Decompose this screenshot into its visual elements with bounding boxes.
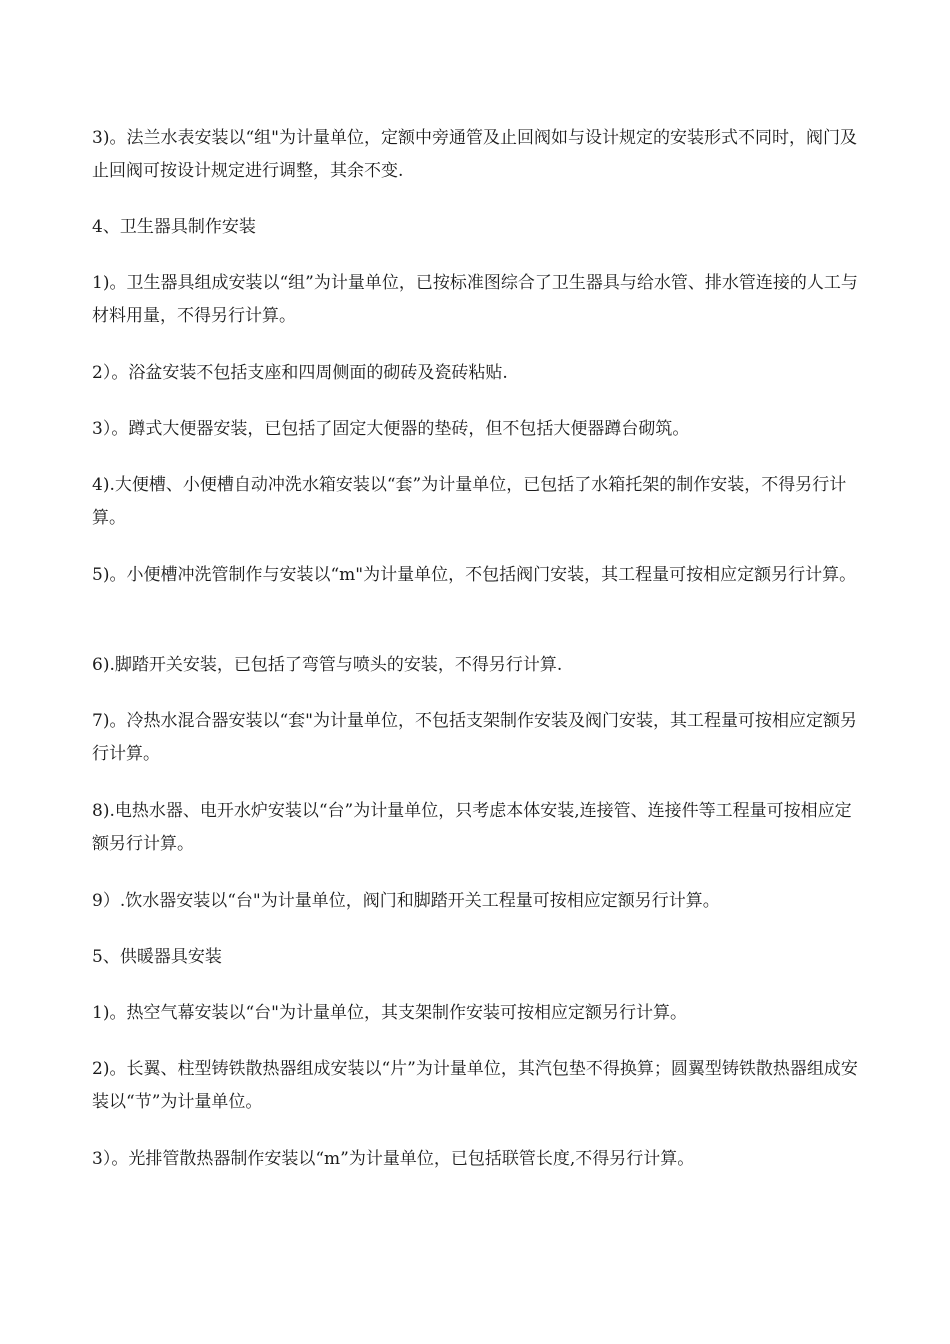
paragraph-mixer: 7)。冷热水混合器安装以“套"为计量单位，不包括支架制作安装及阀门安装，其工程量可按相应定额另行计算。: [92, 711, 857, 764]
section-heading-heating-fixtures: 5、供暖器具安装: [92, 947, 222, 967]
paragraph-water-heater: 8).电热水器、电开水炉安装以“台”为计量单位，只考虑本体安装,连接管、连接件等工程量可按相应定额另行计算。: [92, 801, 852, 854]
paragraph-auto-flush-tank: 4).大便槽、小便槽自动冲洗水箱安装以“套”为计量单位，已包括了水箱托架的制作安装，不得另行计算。: [92, 475, 847, 528]
paragraph-flange-water-meter: 3)。法兰水表安装以“组"为计量单位，定额中旁通管及止回阀如与设计规定的安装形式不同时，阀门及止回阀可按设计规定进行调整，其余不变.: [92, 128, 857, 181]
paragraph-cast-iron-radiator: 2)。长翼、柱型铸铁散热器组成安装以“片”为计量单位，其汽包垫不得换算；圆翼型铸铁散热器组成安装以“节”为计量单位。: [92, 1059, 858, 1112]
section-heading-sanitary-fixtures: 4、卫生器具制作安装: [92, 217, 256, 237]
paragraph-drinking-fountain: 9）.饮水器安装以“台"为计量单位，阀门和脚踏开关工程量可按相应定额另行计算。: [92, 891, 720, 911]
paragraph-urinal-flush-pipe: 5)。小便槽冲洗管制作与安装以“m"为计量单位，不包括阀门安装，其工程量可按相应定额另行计算。: [92, 565, 857, 585]
paragraph-tube-radiator: 3）。光排管散热器制作安装以“m”为计量单位，已包括联管长度,不得另行计算。: [92, 1149, 695, 1169]
paragraph-foot-switch: 6).脚踏开关安装，已包括了弯管与喷头的安装，不得另行计算.: [92, 655, 563, 675]
paragraph-bathtub-installation: 2）。浴盆安装不包括支座和四周侧面的砌砖及瓷砖粘贴.: [92, 363, 508, 383]
paragraph-squat-toilet: 3）。蹲式大便器安装，已包括了固定大便器的垫砖，但不包括大便器蹲台砌筑。: [92, 419, 690, 439]
paragraph-sanitary-fixture-assembly: 1)。卫生器具组成安装以“组”为计量单位，已按标准图综合了卫生器具与给水管、排水管连接的人工与材料用量，不得另行计算。: [92, 273, 858, 326]
paragraph-air-curtain: 1)。热空气幕安装以“台"为计量单位，其支架制作安装可按相应定额另行计算。: [92, 1003, 687, 1023]
